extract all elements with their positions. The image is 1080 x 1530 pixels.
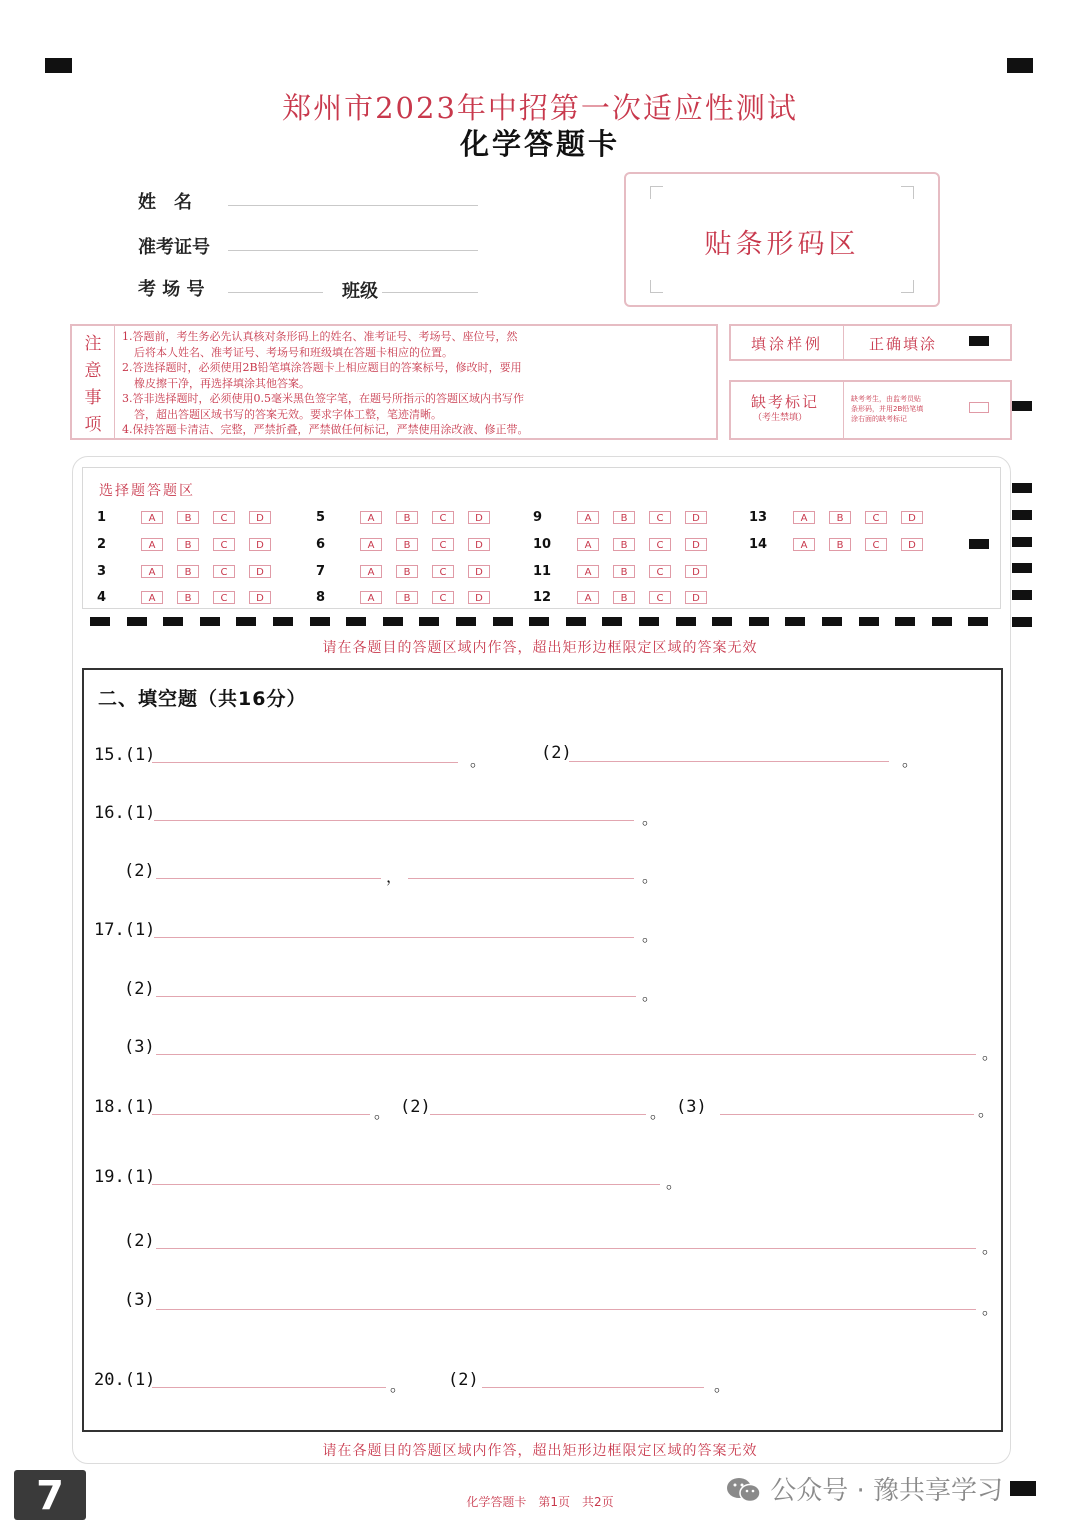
choice-bubble-d[interactable]: D [685,565,707,578]
q17-3-answer-line[interactable] [156,1054,976,1055]
q15-2-answer-line[interactable] [569,761,889,762]
barcode-label: 贴条形码区 [704,229,860,260]
timing-dash [859,617,879,626]
choice-bubble-d[interactable]: D [249,538,271,551]
choice-bubble-b[interactable]: B [396,511,418,524]
filled-bubble-sample [969,336,989,346]
timing-mark-top-right [1007,58,1033,73]
q15-2-label: (2) [541,743,572,763]
choice-question-number: 9 [533,510,543,525]
choice-question-number: 6 [316,537,326,552]
class-label: 班级 [342,281,378,302]
choice-bubble-d[interactable]: D [685,511,707,524]
choice-bubble-d[interactable]: D [685,538,707,551]
choice-area [82,467,1001,609]
q17-2-answer-line[interactable] [156,996,636,997]
q20-2-answer-line[interactable] [482,1387,704,1388]
q18-2-answer-line[interactable] [430,1114,646,1115]
choice-bubble-a[interactable]: A [577,565,599,578]
choice-bubble-d[interactable]: D [901,538,923,551]
choice-bubble-c[interactable]: C [213,565,235,578]
name-field[interactable] [228,205,478,206]
q17-2-label: (2) [124,979,155,999]
timing-dash [749,617,769,626]
choice-bubble-a[interactable]: A [141,538,163,551]
choice-bubble-a[interactable]: A [793,538,815,551]
choice-question-number: 12 [533,590,552,605]
timing-dash [602,617,622,626]
timing-dash [493,617,513,626]
q17-3-label: (3) [124,1037,155,1057]
choice-bubble-c[interactable]: C [432,511,454,524]
q19-1-label: 19.(1) [94,1167,156,1187]
choice-question-number: 10 [533,537,552,552]
q20-2-label: (2) [448,1370,479,1390]
choice-question-number: 7 [316,564,326,579]
q16-1-label: 16.(1) [94,803,156,823]
fill-example-label: 填涂样例 [751,335,824,353]
q17-1-answer-line[interactable] [154,937,634,938]
timing-dash [236,617,256,626]
choice-bubble-b[interactable]: B [829,538,851,551]
timing-dash [310,617,330,626]
choice-bubble-a[interactable]: A [577,538,599,551]
timing-dash [822,617,842,626]
choice-bubble-c[interactable]: C [213,538,235,551]
choice-bubble-c[interactable]: C [649,511,671,524]
q15-1-answer-line[interactable] [152,762,458,763]
choice-bubble-b[interactable]: B [613,538,635,551]
absent-note: 缺考考生，由监考员贴 条形码，并用2B铅笔填 涂右面的缺考标记 [851,395,924,423]
timing-dash [90,617,110,626]
choice-question-number: 14 [749,537,768,552]
timing-mark-right [1012,590,1032,600]
class-field[interactable] [382,292,478,293]
absent-label: 缺考标记 [751,393,820,411]
page-number-badge: 7 [14,1470,86,1520]
choice-bubble-a[interactable]: A [141,565,163,578]
timing-dash [200,617,220,626]
choice-bubble-d[interactable]: D [468,538,490,551]
watermark [726,1470,1003,1507]
q20-1-answer-line[interactable] [152,1387,386,1388]
barcode-area [624,172,940,307]
choice-bubble-b[interactable]: B [396,591,418,604]
q18-2-label: (2) [400,1097,431,1117]
timing-dash [456,617,476,626]
choice-bubble-b[interactable]: B [177,538,199,551]
choice-bubble-d[interactable]: D [249,565,271,578]
timing-dash [163,617,183,626]
timing-dash [785,617,805,626]
choice-bubble-a[interactable]: A [577,511,599,524]
choice-question-number: 8 [316,590,326,605]
timing-mark-right [1012,510,1032,520]
choice-bubble-d[interactable]: D [468,511,490,524]
timing-dash [127,617,147,626]
exam-id-label: 准考证号 [138,237,210,258]
choice-bubble-a[interactable]: A [360,538,382,551]
timing-dash [712,617,732,626]
choice-bubble-d[interactable]: D [685,591,707,604]
timing-dash [273,617,293,626]
q19-2-answer-line[interactable] [156,1248,976,1249]
choice-bubble-d[interactable]: D [249,591,271,604]
watermark-text: 公众号 · 豫共享学习 [770,1476,1004,1506]
choice-bubble-a[interactable]: A [360,591,382,604]
card-subtitle: 化学答题卡 [459,127,620,161]
absent-bubble[interactable] [969,402,989,413]
room-label: 考 场 号 [138,279,205,300]
choice-question-number: 5 [316,510,326,525]
choice-bubble-c[interactable]: C [213,591,235,604]
timing-dash [383,617,403,626]
choice-bubble-b[interactable]: B [829,511,851,524]
answer-area-warning: 请在各题目的答题区域内作答，超出矩形边框限定区域的答案无效 [322,640,758,656]
timing-dash [566,617,586,626]
page-footer: 化学答题卡 第1页 共2页 [466,1495,614,1509]
choice-question-number: 11 [533,564,552,579]
choice-bubble-c[interactable]: C [865,538,887,551]
q20-1-label: 20.(1) [94,1370,156,1390]
choice-bubble-a[interactable]: A [360,565,382,578]
choice-bubble-c[interactable]: C [432,565,454,578]
q18-3-answer-line[interactable] [720,1114,974,1115]
choice-bubble-b[interactable]: B [396,538,418,551]
choice-bubble-a[interactable]: A [360,511,382,524]
choice-bubble-c[interactable]: C [213,511,235,524]
timing-dash [676,617,696,626]
exam-title: 郑州市2023年中招第一次适应性测试 [282,91,798,125]
fill-in-title: 二、填空题（共16分） [98,688,307,710]
choice-bubble-c[interactable]: C [432,538,454,551]
q16-2-label: (2) [124,861,155,881]
timing-dash [932,617,952,626]
absent-sub-label: （考生禁填） [753,413,808,423]
timing-dash [346,617,366,626]
choice-bubble-c[interactable]: C [432,591,454,604]
timing-mark-right [1012,483,1032,493]
timing-mark-top-left [45,58,72,73]
q17-1-label: 17.(1) [94,920,156,940]
choice-bubble-c[interactable]: C [649,538,671,551]
room-field[interactable] [228,292,323,293]
wechat-icon [726,1477,762,1503]
choice-bubble-b[interactable]: B [177,511,199,524]
choice-bubble-c[interactable]: C [649,565,671,578]
choice-bubble-d[interactable]: D [468,591,490,604]
q19-1-answer-line[interactable] [152,1184,660,1185]
choice-question-number: 2 [97,537,107,552]
timing-mark-right [1012,563,1032,573]
timing-dash [639,617,659,626]
choice-question-number: 1 [97,510,107,525]
q15-1-label: 15.(1) [94,745,156,765]
choice-bubble-b[interactable]: B [177,591,199,604]
notes-box [70,324,718,440]
choice-question-number: 3 [97,564,107,579]
choice-title: 选择题答题区 [99,483,195,499]
fill-in-section: 二、填空题（共16分） 15.(1) 。 (2) 。 16.(1) 。 (2) ， 。 17.(1) 。 (2) 。 (3) 。 18.(1) 。 (2) 。 (3) 。 19.(1) 。 (2) 。 (3) 。 20.(1) 。 (2) 。 [82,668,1003,1432]
choice-bubble-b[interactable]: B [613,565,635,578]
timing-dash [419,617,439,626]
exam-id-field[interactable] [228,250,478,251]
choice-bubble-b[interactable]: B [396,565,418,578]
choice-bubble-b[interactable]: B [613,591,635,604]
choice-bubble-c[interactable]: C [649,591,671,604]
choice-bubble-b[interactable]: B [177,565,199,578]
timing-mark-inner [969,539,989,549]
choice-question-number: 13 [749,510,768,525]
q18-3-label: (3) [676,1097,707,1117]
choice-bubble-a[interactable]: A [141,591,163,604]
q19-2-label: (2) [124,1231,155,1251]
timing-mark-right [1012,401,1032,411]
timing-mark-right [1012,537,1032,547]
choice-bubble-c[interactable]: C [865,511,887,524]
notes-text: 1.答题前，考生务必先认真核对条形码上的姓名、准考证号、考场号、座位号，然 后将本人姓名、准考证号、考场号和班级填在答题卡相应的位置。 2.答选择题时，必须使用2B铅笔填涂答题卡上相应题目的答案标号，修改时，要用 橡皮擦干净，再选择填涂其他答案。 3.答非选择题时，必须使用0.5毫米黑色签字笔，在题号所指示的答题区域内书写作 答，超出答题区域书写的答案无效。要求字体工整，笔迹清晰。 4.保持答题卡清洁、完整，严禁折叠，严禁做任何标记，严禁使用涂改液、修正带。 [122,330,529,436]
q16-1-answer-line[interactable] [154,820,634,821]
choice-question-number: 4 [97,590,107,605]
timing-dash [529,617,549,626]
choice-bubble-a[interactable]: A [141,511,163,524]
q16-2-answer-line-b[interactable] [408,878,634,879]
choice-bubble-d[interactable]: D [249,511,271,524]
fill-example-box [729,324,1012,361]
timing-dash [895,617,915,626]
q18-1-label: 18.(1) [94,1097,156,1117]
answer-area-warning-bottom: 请在各题目的答题区域内作答，超出矩形边框限定区域的答案无效 [322,1443,758,1459]
notes-heading: 注 意 事 项 [72,326,115,438]
choice-bubble-a[interactable]: A [577,591,599,604]
q19-3-answer-line[interactable] [156,1309,976,1310]
absent-box [729,380,1012,440]
q18-1-answer-line[interactable] [152,1114,370,1115]
q16-2-answer-line-a[interactable] [156,878,381,879]
choice-bubble-d[interactable]: D [468,565,490,578]
name-label: 姓 名 [138,192,192,213]
correct-fill-label: 正确填涂 [869,335,938,353]
timing-dash [968,617,988,626]
choice-bubble-b[interactable]: B [613,511,635,524]
choice-bubble-d[interactable]: D [901,511,923,524]
q19-3-label: (3) [124,1290,155,1310]
timing-mark-right [1012,617,1032,627]
choice-bubble-a[interactable]: A [793,511,815,524]
